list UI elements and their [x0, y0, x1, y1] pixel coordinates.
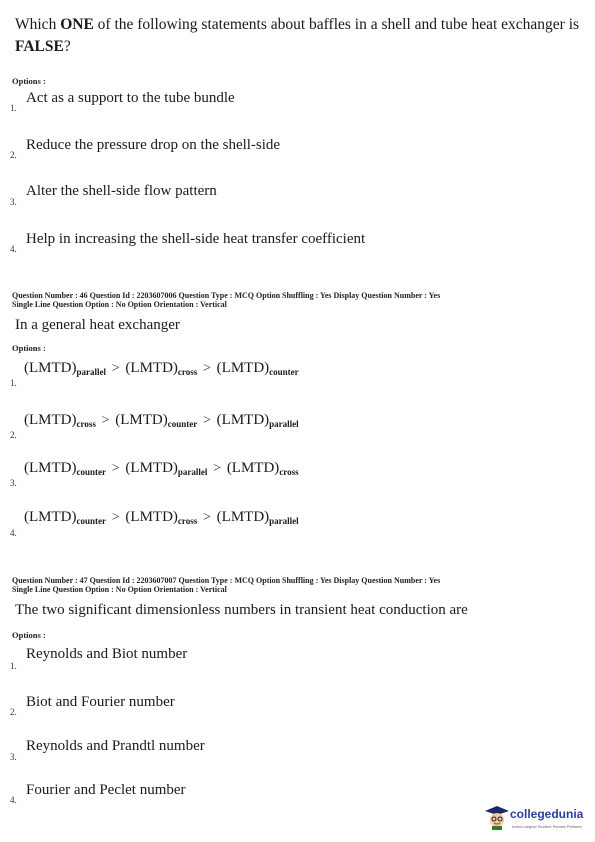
q46-option-4-expression: $(LMTD)_{counter}$ > $(LMTD)_{cross}$ > $(LMTD)_{parallel}$: [24, 509, 299, 526]
q46-option-1-number: 1.: [10, 378, 17, 388]
q47-option-1-number: 1.: [10, 661, 17, 671]
q47-option-2-text: Biot and Fourier number: [26, 694, 175, 710]
q47-option-1-text: Reynolds and Biot number: [26, 646, 188, 662]
q46-option-4-number: 4.: [10, 528, 17, 538]
q47-option-2-number: 2.: [10, 707, 17, 717]
subscript: counter: [269, 367, 299, 377]
q47-option-3-text: Reynolds and Prandtl number: [26, 738, 205, 754]
logo-wordmark: collegedunia: [510, 807, 584, 821]
q46-option-3-expression: $(LMTD)_{counter}$ > $(LMTD)_{parallel}$ > $(LMTD)_{cross}$: [24, 460, 299, 477]
q47-option-4-number: 4.: [10, 795, 17, 805]
q45-option-3-number: 3.: [10, 197, 17, 207]
q47-option-3-number: 3.: [10, 752, 17, 762]
logo-tagline: India's largest Student Review Platform: [512, 824, 582, 829]
q45-text-part1: Which: [15, 16, 61, 33]
q45-option-1-text: Act as a support to the tube bundle: [26, 90, 235, 106]
q45-option-2-number: 2.: [10, 150, 17, 160]
q45-option-4-number: 4.: [10, 244, 17, 254]
q46-option-2-number: 2.: [10, 430, 17, 440]
q45-option-4-text: Help in increasing the shell-side heat transfer coefficient: [26, 231, 366, 247]
q47-metadata-line-2: Single Line Question Option : No Option Orientation : Vertical: [12, 585, 227, 594]
q47-option-4-text: Fourier and Peclet number: [26, 782, 186, 798]
subscript: counter: [76, 467, 106, 477]
q46-option-2-expression: $(LMTD)_{cross}$ > $(LMTD)_{counter}$ > $(LMTD)_{parallel}$: [24, 412, 299, 429]
subscript: cross: [177, 367, 198, 377]
q47-metadata-line-1: Question Number : 47 Question Id : 2203607007 Question Type : MCQ Option Shuffling : Yes Display Question Number : Yes: [12, 576, 441, 585]
subscript: counter: [76, 516, 106, 526]
q46-option-3-number: 3.: [10, 478, 17, 488]
subscript: cross: [279, 467, 299, 477]
q46-metadata-line-1: Question Number : 46 Question Id : 2203607006 Question Type : MCQ Option Shuffling : Yes Display Question Number : Yes: [12, 291, 441, 300]
question-46-text: In a general heat exchanger: [15, 317, 180, 333]
q46-metadata-line-2: Single Line Question Option : No Option Orientation : Vertical: [12, 300, 227, 309]
subscript: parallel: [269, 419, 299, 429]
subscript: cross: [177, 516, 198, 526]
q45-text-false: FALSE: [15, 38, 64, 55]
q45-text-part2: of the following statements about baffles in a shell and tube heat exchanger is: [93, 16, 580, 33]
q47-metadata: [12, 576, 582, 594]
subscript: parallel: [269, 516, 299, 526]
q45-option-2-text: Reduce the pressure drop on the shell-side: [26, 137, 281, 153]
subscript: parallel: [177, 467, 208, 477]
q46-options-label: Options :: [12, 343, 46, 353]
subscript: cross: [76, 419, 96, 429]
graduate-mascot-icon: [484, 804, 510, 830]
subscript: counter: [167, 419, 198, 429]
q46-metadata: [12, 291, 582, 309]
question-45-text: [15, 14, 580, 58]
q45-option-3-text: Alter the shell-side flow pattern: [26, 183, 217, 199]
q47-options-label: Options :: [12, 630, 46, 640]
q45-text-one: ONE: [60, 16, 94, 33]
q45-options-label: Options :: [12, 76, 46, 86]
q45-text-part3: ?: [63, 38, 71, 55]
collegedunia-logo: [484, 802, 590, 836]
subscript: parallel: [76, 367, 106, 377]
question-47-text: The two significant dimensionless numbers in transient heat conduction are: [15, 602, 468, 618]
q46-option-1-expression: $(LMTD)_{parallel}$ > $(LMTD)_{cross}$ > $(LMTD)_{counter}$: [24, 360, 299, 377]
q45-option-1-number: 1.: [10, 103, 17, 113]
